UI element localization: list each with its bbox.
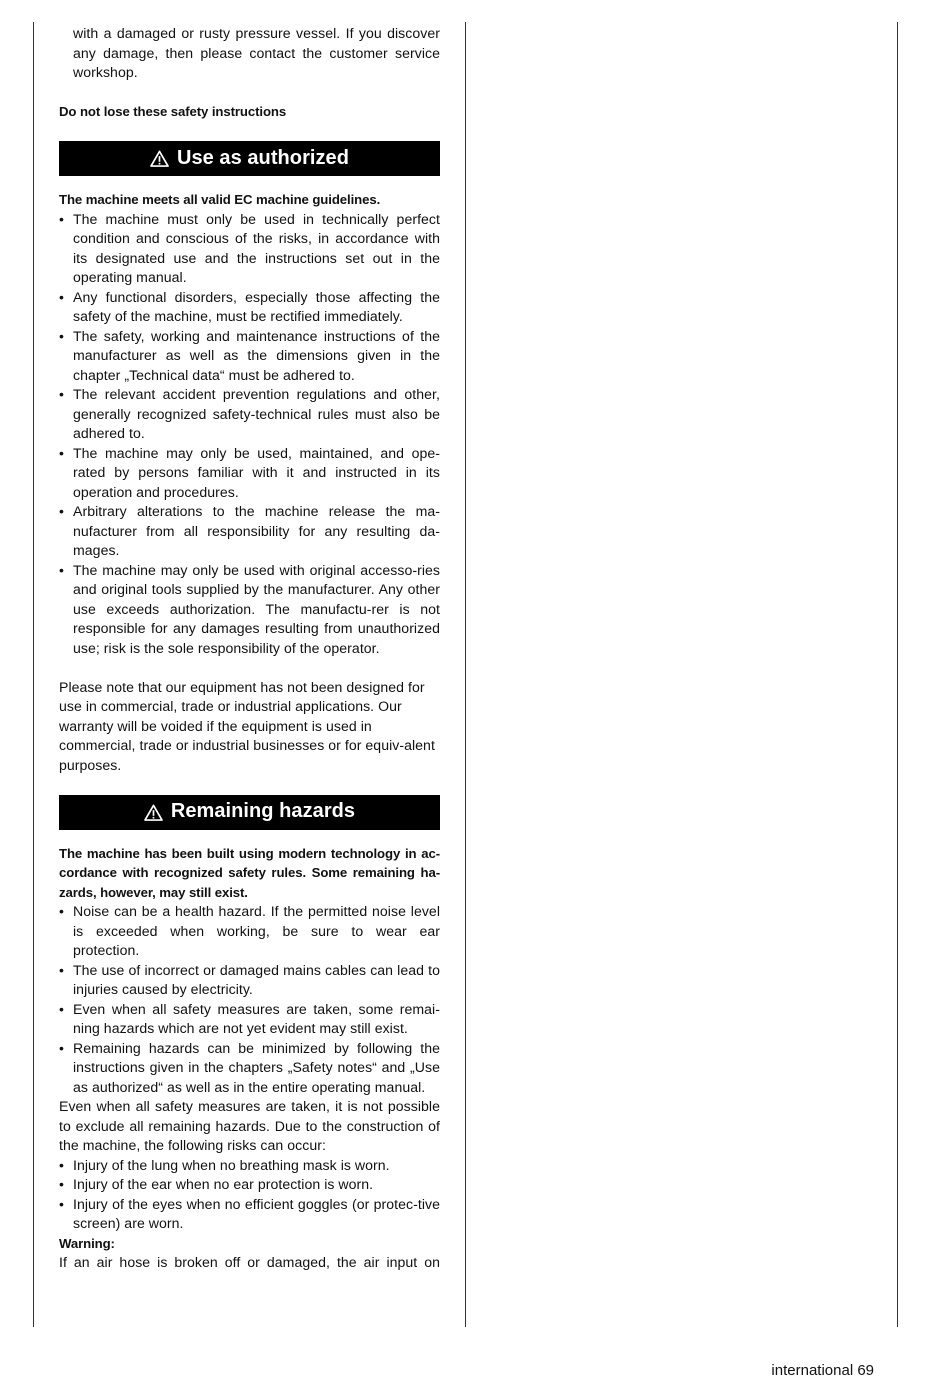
page-footer: international 69 — [771, 1362, 874, 1379]
remaining-hazards-title: Remaining hazards — [170, 800, 356, 823]
hazards-paragraph: Even when all safety measures are taken, it is not possible to exclude all remaining hazards. Due to the construction of the machine, the following risks can occur: — [59, 1098, 440, 1153]
list-item: • The use of incorrect or damaged mains cables can lead to injuries caused by electricity. — [59, 961, 440, 997]
list-item: • Injury of the ear when no ear protection is worn. — [59, 1176, 374, 1192]
list-item: • The machine may only be used, maintained, and ope-rated by persons familiar with it and instructed in its operation and procedures. — [59, 444, 440, 500]
continued-paragraph: with a damaged or rusty pressure vessel. If you discover any damage, then please contact the customer service workshop. — [73, 25, 440, 80]
list-item: • The relevant accident prevention regulations and other, generally recognized safety-technical rules must also be adhered to. — [59, 386, 440, 441]
left-text-column — [59, 24, 440, 1273]
use-as-authorized-title: Use as authorized — [176, 146, 349, 169]
list-item: • Arbitrary alterations to the machine release the ma-nufacturer from all responsibility for any resulting da-mages. — [59, 503, 440, 558]
list-item: • Injury of the eyes when no efficient goggles (or protec-tive screen) are worn. — [59, 1195, 440, 1231]
warning-triangle-icon — [144, 804, 163, 821]
hazards-bullet-list — [59, 902, 440, 1097]
hazards-lead: The machine has been built using modern technology in ac-cordance with recognized safety rules. Some remaining ha-zards, however, may still exist. — [59, 845, 440, 900]
warning-triangle-icon — [150, 150, 169, 167]
list-item: • Noise can be a health hazard. If the permitted noise level is exceeded when working, be sure to wear ear protection. — [59, 903, 440, 958]
use-as-authorized-heading — [59, 141, 440, 176]
list-item: • Remaining hazards can be minimized by following the instructions given in the chapters „Safety notes“ and „Use as authorized“ as well as in the entire operating manual. — [59, 1039, 440, 1095]
risks-bullet-list — [59, 1156, 440, 1234]
left-column-rule — [33, 22, 34, 1327]
commercial-use-note: Please note that our equipment has not been designed for use in commercial, trade or industrial applications. Our warranty will be voided if the equipment is used in commercial, trade or industrial businesses or for equiv-alent purposes. — [59, 678, 435, 773]
authorized-lead: The machine meets all valid EC machine guidelines. — [59, 192, 381, 207]
list-item: • Injury of the lung when no breathing mask is worn. — [59, 1156, 390, 1173]
warning-text: If an air hose is broken off or damaged, the air input on — [59, 1254, 440, 1270]
list-item: • The machine may only be used with original accesso-ries and original tools supplied by the manufacturer. Any other use exceeds authorization. The manufactu-rer is not responsible for any damages resulting from unauthorized use; risk is the sole responsibility of the operator. — [59, 561, 440, 656]
list-item: • Even when all safety measures are taken, some remai-ning hazards which are not yet evident may still exist. — [59, 1000, 440, 1036]
center-column-rule — [465, 22, 466, 1327]
list-item: • The machine must only be used in technically perfect condition and conscious of the risks, in accordance with its designated use and the instructions set out in the operating manual. — [59, 210, 440, 285]
list-item: • The safety, working and maintenance instructions of the manufacturer as well as the dimensions given in the chapter „Technical data“ must be adhered to. — [59, 327, 440, 383]
remaining-hazards-heading — [59, 795, 440, 830]
warning-label: Warning: — [59, 1235, 115, 1251]
keep-instructions-note: Do not lose these safety instructions — [59, 104, 287, 119]
right-column-rule — [897, 22, 898, 1327]
list-item: • Any functional disorders, especially those affecting the safety of the machine, must be rectified immediately. — [59, 288, 440, 324]
authorized-bullet-list — [59, 210, 440, 659]
